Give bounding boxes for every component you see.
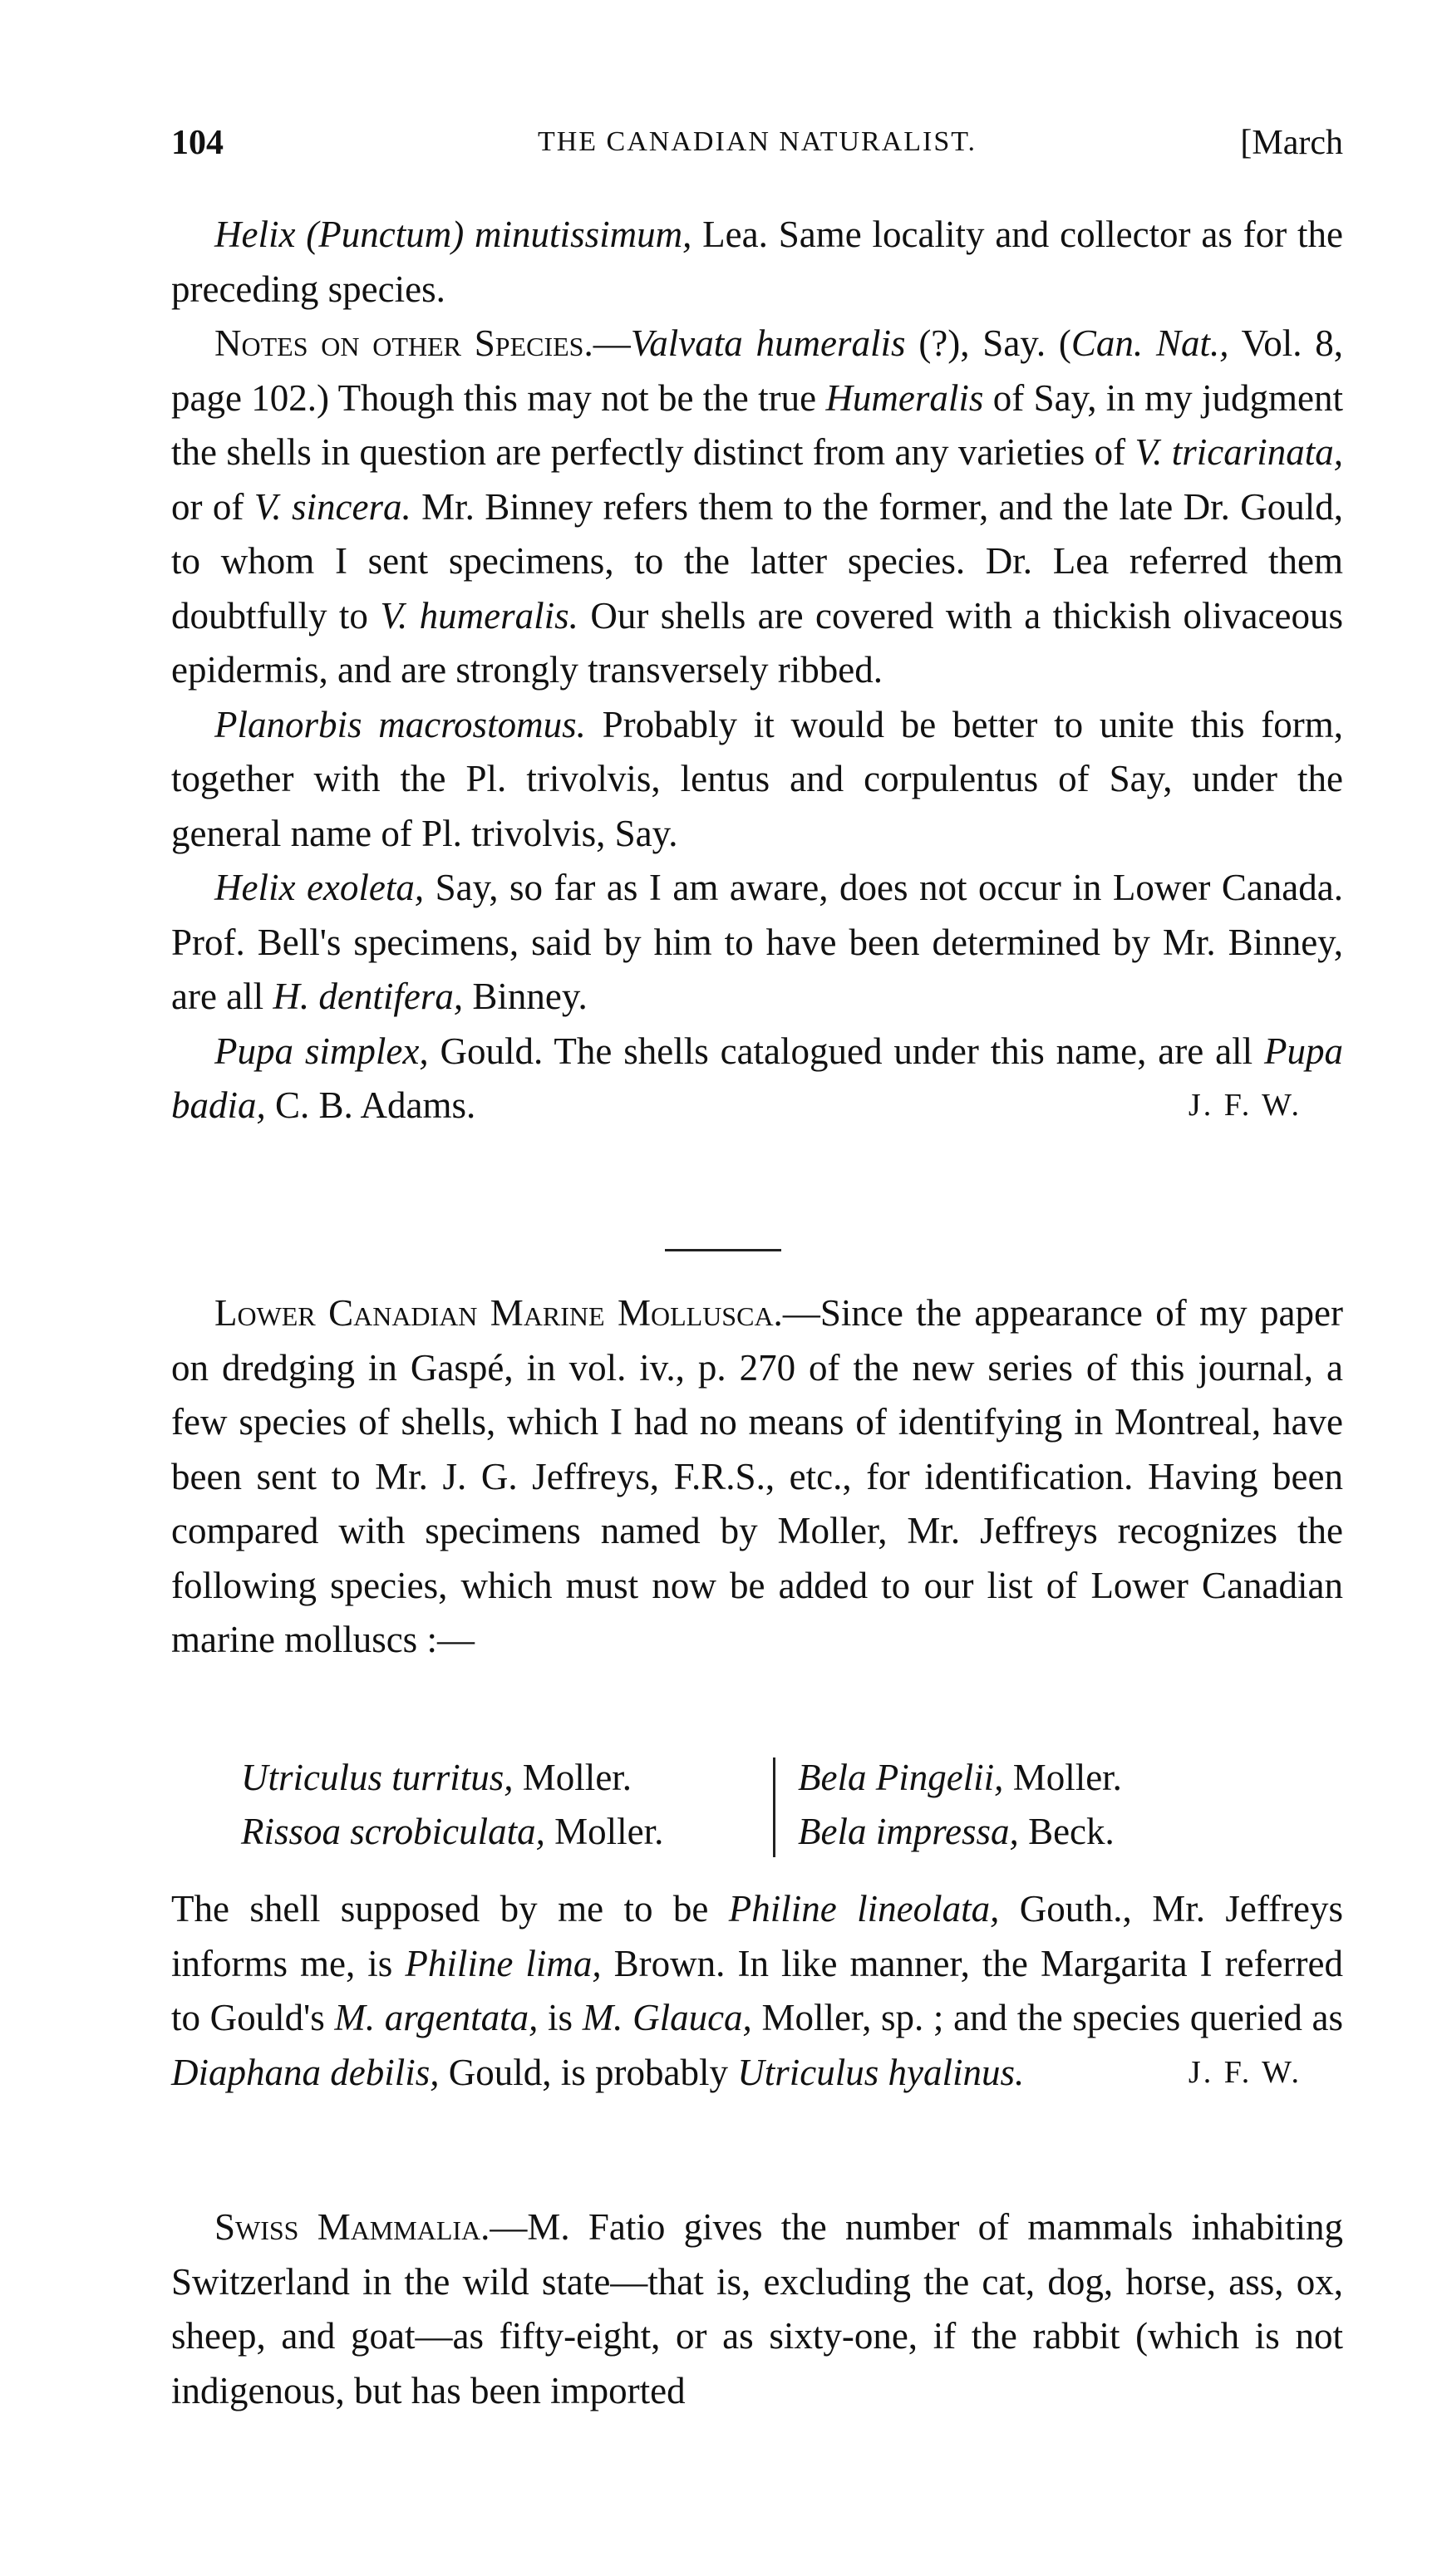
species-name: M. Glauca, <box>582 1997 752 2038</box>
section-marine-mollusca-continued <box>171 1882 1343 2100</box>
journal-reference: Can. Nat., <box>1070 322 1229 364</box>
species-name: Philine lima, <box>405 1942 602 1984</box>
section-swiss-mammalia <box>171 2200 1343 2418</box>
section-species-notes <box>171 208 1343 1133</box>
species-name: Helix (Punctum) minutissimum, <box>214 214 692 255</box>
section-heading: Swiss Mammalia. <box>214 2206 490 2248</box>
column-divider <box>773 1757 775 1857</box>
species-name: Helix exoleta, <box>214 867 425 908</box>
species-column-right <box>798 1751 1313 1859</box>
species-name: V. sincera. <box>253 485 411 528</box>
paragraph-helix-punctum: Helix (Punctum) minutissimum, Lea. Same locality and collector as for the preceding species. <box>171 214 1343 310</box>
paragraph-valvata-humeralis: Notes on other Species.—Valvata humeralis (?), Say. (Can. Nat., Vol. 8, page 102.) Though this may not be the true Humeralis of Say, in my judgment the shells in question are perfectly distinct from any varieties of V. tricarinata, or of V. sincera. Mr. Binney refers them to the former, and the late Dr. Gould, to whom I sent specimens, to the latter species. Dr. Lea referred them doubtfully to V. humeralis. Our shells are covered with a thickish olivaceous epidermis, and are strongly transversely ribbed. <box>171 322 1343 691</box>
species-entry: Bela Pingelii, Moller. <box>798 1757 1122 1798</box>
section-marine-mollusca <box>171 1286 1343 1668</box>
author-signature: J. F. W. <box>1188 2054 1302 2090</box>
journal-title: THE CANADIAN NATURALIST. <box>537 126 977 157</box>
species-name: H. dentifera, <box>273 976 464 1017</box>
species-name: Humeralis <box>825 376 984 419</box>
section-divider <box>665 1249 781 1251</box>
species-name: Planorbis macrostomus. <box>214 703 586 745</box>
species-name: Pupa simplex, <box>214 1030 429 1072</box>
species-name: Philine lineolata, <box>728 1888 1000 1930</box>
paragraph-helix-exoleta: Helix exoleta, Say, so far as I am aware, does not occur in Lower Canada. Prof. Bell's specimens, said by him to have been determined by Mr. Binney, are all H. dentifera, Binney. <box>171 867 1343 1017</box>
paragraph-swiss-mammalia: Swiss Mammalia.—M. Fatio gives the number of mammals inhabiting Switzerland in the wild state—that is, excluding the cat, dog, horse, ass, ox, sheep, and goat—as fifty-eight, or as sixty-one, if the rabbit (which is not indigenous, but has been imported <box>171 2206 1343 2411</box>
issue-month: [March <box>1240 124 1343 162</box>
species-name: V. humeralis. <box>380 594 578 637</box>
species-entry: Utriculus turritus, Moller. <box>241 1757 632 1798</box>
paragraph-marine-mollusca-intro: Lower Canadian Marine Mollusca.—Since the appearance of my paper on dredging in Gaspé, in vol. iv., p. 270 of the new series of this journal, a few species of shells, which I had no means of identifying in Montreal, have been sent to Mr. J. G. Jeffreys, F.R.S., etc., for identification. Having been compared with specimens named by Moller, Mr. Jeffreys recognizes the following species, which must now be added to our list of Lower Canadian marine molluscs :— <box>171 1292 1343 1660</box>
species-name: Pupa badia, <box>171 1030 1343 1126</box>
paragraph-pupa-simplex: Pupa simplex, Gould. The shells catalogued under this name, are all Pupa badia, C. B. Adams. J. F. W. <box>171 1025 1343 1133</box>
species-name: M. argentata, <box>334 1997 539 2038</box>
paragraph-planorbis: Planorbis macrostomus. Probably it would be better to unite this form, together with the Pl. trivolvis, lentus and corpulentus of Say, under the general name of Pl. trivolvis, Say. <box>171 703 1344 854</box>
author-signature: J. F. W. <box>1188 1088 1302 1123</box>
species-name: V. tricarinata, <box>1134 431 1343 473</box>
species-name: Valvata humeralis <box>630 322 906 364</box>
section-heading: Lower Canadian Marine Mollusca. <box>214 1292 783 1334</box>
species-column-left <box>241 1751 756 1859</box>
section-heading: Notes on other Species. <box>214 322 593 364</box>
species-name: Utriculus hyalinus. <box>737 2051 1025 2093</box>
species-name: Diaphana debilis, <box>171 2051 440 2093</box>
species-entry: Rissoa scrobiculata, Moller. <box>241 1811 664 1852</box>
paragraph-philine: The shell supposed by me to be Philine lineolata, Gouth., Mr. Jeffreys informs me, is Philine lima, Brown. In like manner, the Margarita I referred to Gould's M. argentata, is M. Glauca, Moller, sp. ; and the species queried as Diaphana debilis, Gould, is probably Utriculus hyalinus. J. F. W. <box>171 1882 1343 2100</box>
running-head <box>171 123 1343 173</box>
species-list <box>191 1751 1321 1867</box>
species-entry: Bela impressa, Beck. <box>798 1811 1115 1852</box>
page-number: 104 <box>171 124 224 162</box>
